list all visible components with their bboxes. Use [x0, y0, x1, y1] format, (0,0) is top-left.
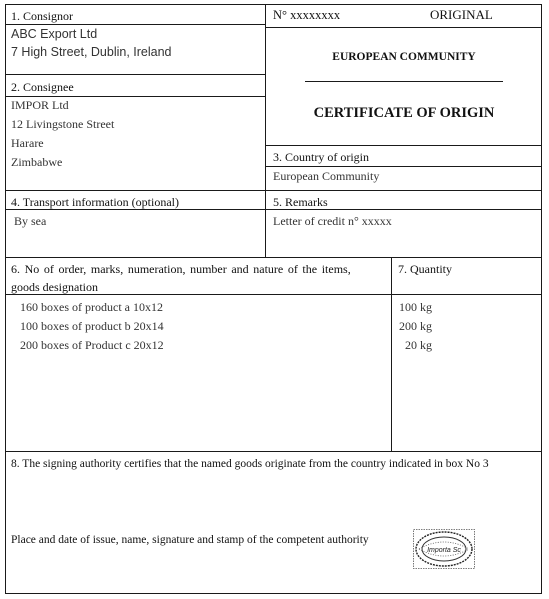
frame-bottom: [5, 593, 542, 594]
official-stamp: [413, 529, 475, 569]
frame-right: [541, 4, 542, 594]
goods-item: 100 boxes of product b 20x14: [20, 319, 164, 333]
consignee-line: IMPOR Ltd: [11, 98, 69, 112]
quantity-item: 200 kg: [399, 319, 432, 333]
goods-label-rule: [5, 294, 542, 295]
original-mark: ORIGINAL: [430, 7, 493, 22]
consignee-label-rule: [5, 96, 266, 97]
origin-top-rule: [265, 145, 542, 146]
frame-top: [5, 4, 542, 5]
consignor-label-rule: [5, 24, 266, 25]
origin-label: 3. Country of origin: [273, 150, 369, 164]
transport-label: 4. Transport information (optional): [11, 195, 179, 209]
certificate-title: CERTIFICATE OF ORIGIN: [313, 105, 495, 121]
consignee-line: 12 Livingstone Street: [11, 117, 115, 131]
goods-label-line2: goods designation: [11, 280, 98, 294]
goods-item: 160 boxes of product a 10x12: [20, 300, 163, 314]
community-heading: EUROPEAN COMMUNITY: [332, 51, 476, 63]
quantity-item: 20 kg: [405, 338, 432, 352]
remarks-label: 5. Remarks: [273, 195, 328, 209]
goods-item: 200 boxes of Product c 20x12: [20, 338, 164, 352]
consignee-line: Zimbabwe: [11, 155, 63, 169]
consignee-label: 2. Consignee: [11, 80, 74, 94]
place-date-label: Place and date of issue, name, signature and stamp of the competent authority: [11, 534, 369, 546]
origin-value: European Community: [273, 169, 380, 183]
consignor-name: ABC Export Ltd: [11, 27, 98, 41]
consignor-label: 1. Consignor: [11, 9, 74, 23]
remarks-value: Letter of credit n° xxxxx: [273, 214, 392, 228]
goods-top-rule: [5, 257, 542, 258]
consignee-line: Harare: [11, 136, 44, 150]
certification-top-rule: [5, 451, 542, 452]
divider-mid-vertical: [265, 4, 266, 257]
transport-top-rule: [5, 190, 542, 191]
consignee-top-rule: [5, 74, 266, 75]
certificate-number: N° xxxxxxxx: [273, 8, 341, 22]
divider-qty-vertical: [391, 257, 392, 451]
transport-label-rule: [5, 209, 542, 210]
certification-text: 8. The signing authority certifies that the named goods originate from the country indicated in box No 3: [11, 458, 489, 470]
frame-left: [5, 4, 6, 594]
stamp-text: Importa Sc: [427, 547, 461, 554]
origin-label-rule: [265, 166, 542, 167]
transport-value: By sea: [14, 214, 47, 228]
quantity-item: 100 kg: [399, 300, 432, 314]
number-rule: [265, 27, 542, 28]
goods-label-line1: 6. No of order, marks, numeration, number and nature of the items,: [11, 262, 351, 276]
consignor-address: 7 High Street, Dublin, Ireland: [11, 45, 172, 59]
quantity-label: 7. Quantity: [398, 262, 452, 276]
title-separator: [305, 81, 503, 82]
